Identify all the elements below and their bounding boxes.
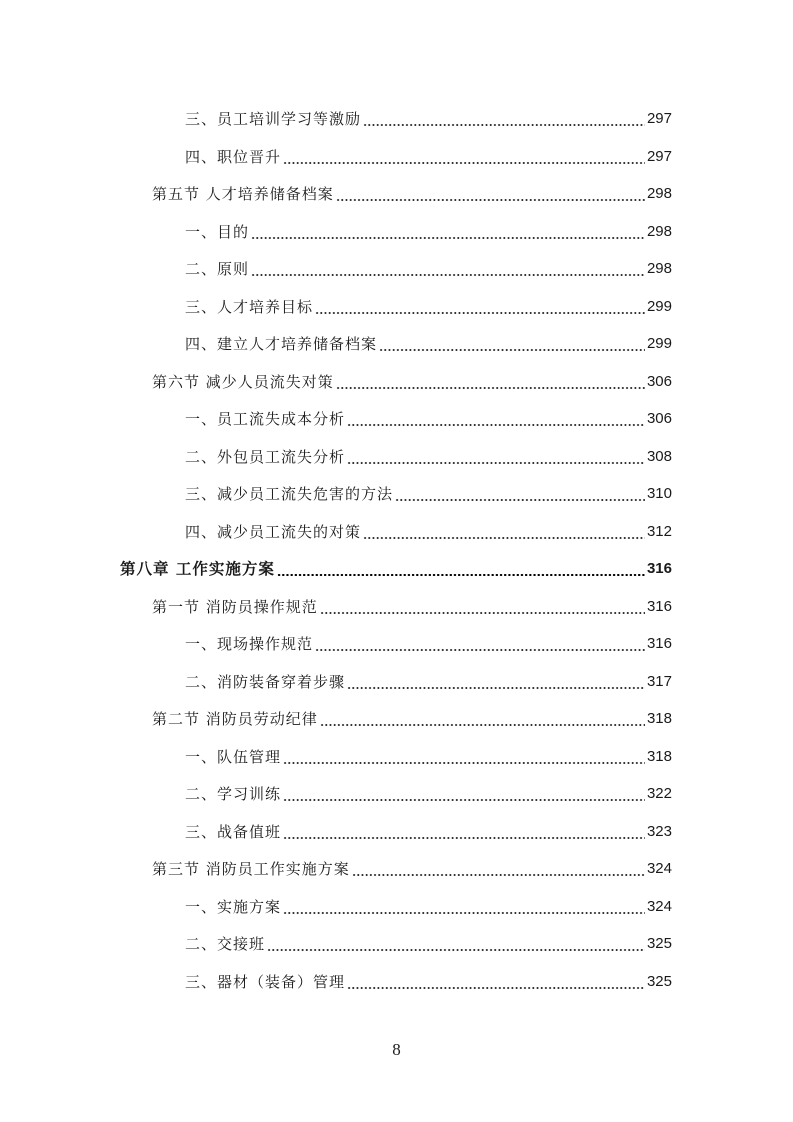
toc-entry-title: 第二节 消防员劳动纪律	[152, 710, 318, 728]
dot-leader	[347, 970, 645, 994]
dot-leader	[363, 520, 645, 544]
dot-leader	[320, 707, 645, 731]
toc-entry-title: 四、减少员工流失的对策	[185, 522, 362, 541]
toc-entry[interactable]	[185, 820, 672, 844]
toc-entry-page: 298	[646, 260, 672, 277]
toc-entry-page: 306	[646, 372, 672, 390]
toc-entry-title: 三、减少员工流失危害的方法	[185, 485, 394, 503]
toc-entry-title: 第八章 工作实施方案	[120, 560, 275, 578]
toc-section-entry[interactable]	[152, 595, 672, 619]
toc-entry[interactable]	[185, 257, 672, 281]
toc-entry[interactable]	[185, 295, 672, 319]
dot-leader	[315, 632, 645, 656]
toc-entry-title: 三、器材（装备）管理	[185, 972, 346, 991]
toc-entry[interactable]	[185, 782, 672, 806]
toc-entry-title: 二、消防装备穿着步骤	[185, 672, 346, 691]
toc-entry-page: 310	[646, 485, 672, 502]
dot-leader	[347, 445, 645, 469]
toc-entry-title: 二、学习训练	[185, 785, 282, 803]
dot-leader	[336, 370, 645, 394]
toc-entry-title: 二、交接班	[185, 935, 266, 953]
toc-entry-page: 316	[646, 597, 672, 615]
dot-leader	[283, 745, 645, 769]
toc-entry[interactable]	[185, 145, 672, 169]
toc-entry[interactable]	[185, 107, 672, 131]
toc-entry[interactable]	[185, 482, 672, 506]
toc-entry[interactable]	[185, 932, 672, 956]
dot-leader	[267, 932, 645, 956]
toc-entry-title: 一、实施方案	[185, 897, 282, 916]
toc-entry-title: 一、现场操作规范	[185, 635, 314, 653]
toc-entry-page: 297	[646, 147, 672, 165]
page-number: 8	[392, 1040, 401, 1059]
dot-leader	[379, 332, 645, 356]
toc-entry-page: 308	[646, 447, 672, 465]
toc-entry-page: 322	[646, 785, 672, 802]
toc-entry-page: 318	[646, 747, 672, 765]
dot-leader	[251, 220, 645, 244]
toc-entry-title: 第一节 消防员操作规范	[152, 597, 318, 616]
dot-leader	[363, 107, 645, 131]
toc-entry-title: 四、职位晋升	[185, 147, 282, 166]
toc-entry-page: 298	[646, 222, 672, 240]
toc-entry-title: 第三节 消防员工作实施方案	[152, 860, 350, 878]
toc-entry-page: 325	[646, 972, 672, 990]
toc-entry-page: 325	[646, 935, 672, 952]
toc-entry-page: 298	[646, 185, 672, 202]
toc-entry-page: 318	[646, 710, 672, 727]
dot-leader	[251, 257, 645, 281]
toc-entry-page: 312	[646, 522, 672, 540]
toc-entry[interactable]	[185, 520, 672, 544]
toc-entry-title: 一、员工流失成本分析	[185, 410, 346, 428]
toc-entry-page: 316	[646, 635, 672, 652]
dot-leader	[315, 295, 645, 319]
dot-leader	[283, 895, 645, 919]
toc-section-entry[interactable]	[152, 707, 672, 731]
toc-entry-page: 297	[646, 110, 672, 127]
toc-entry-page: 323	[646, 822, 672, 840]
toc-chapter-entry[interactable]	[120, 557, 672, 581]
toc-entry[interactable]	[185, 632, 672, 656]
dot-leader	[352, 857, 645, 881]
toc-entry-title: 一、目的	[185, 222, 250, 241]
toc-entry-page: 306	[646, 410, 672, 427]
dot-leader	[320, 595, 645, 619]
toc-entry[interactable]	[185, 970, 672, 994]
toc-entry[interactable]	[185, 670, 672, 694]
toc-section-entry[interactable]	[152, 370, 672, 394]
toc-entry[interactable]	[185, 220, 672, 244]
dot-leader	[283, 145, 645, 169]
dot-leader	[336, 182, 645, 206]
dot-leader	[347, 670, 645, 694]
toc-entry-page: 316	[646, 560, 672, 577]
dot-leader	[283, 782, 645, 806]
toc-entry-page: 299	[646, 335, 672, 352]
toc-entry-title: 第六节 减少人员流失对策	[152, 372, 334, 391]
toc-entry-title: 三、人才培养目标	[185, 297, 314, 316]
toc-entry-page: 324	[646, 860, 672, 877]
dot-leader	[347, 407, 645, 431]
toc-entry[interactable]	[185, 332, 672, 356]
toc-entry[interactable]	[185, 445, 672, 469]
toc-entry[interactable]	[185, 407, 672, 431]
toc-entry-page: 317	[646, 672, 672, 690]
toc-entry-title: 第五节 人才培养储备档案	[152, 185, 334, 203]
toc-entry[interactable]	[185, 895, 672, 919]
toc-entry-title: 三、员工培训学习等激励	[185, 110, 362, 128]
toc-entry-page: 299	[646, 297, 672, 315]
dot-leader	[283, 820, 645, 844]
toc-entry-title: 二、外包员工流失分析	[185, 447, 346, 466]
toc-section-entry[interactable]	[152, 857, 672, 881]
toc-entry-title: 四、建立人才培养储备档案	[185, 335, 378, 353]
toc-entry[interactable]	[185, 745, 672, 769]
dot-leader	[395, 482, 645, 506]
toc-section-entry[interactable]	[152, 182, 672, 206]
toc-entry-title: 二、原则	[185, 260, 250, 278]
toc-entry-page: 324	[646, 897, 672, 915]
toc-entry-title: 一、队伍管理	[185, 747, 282, 766]
dot-leader	[277, 557, 645, 581]
toc-entry-title: 三、战备值班	[185, 822, 282, 841]
